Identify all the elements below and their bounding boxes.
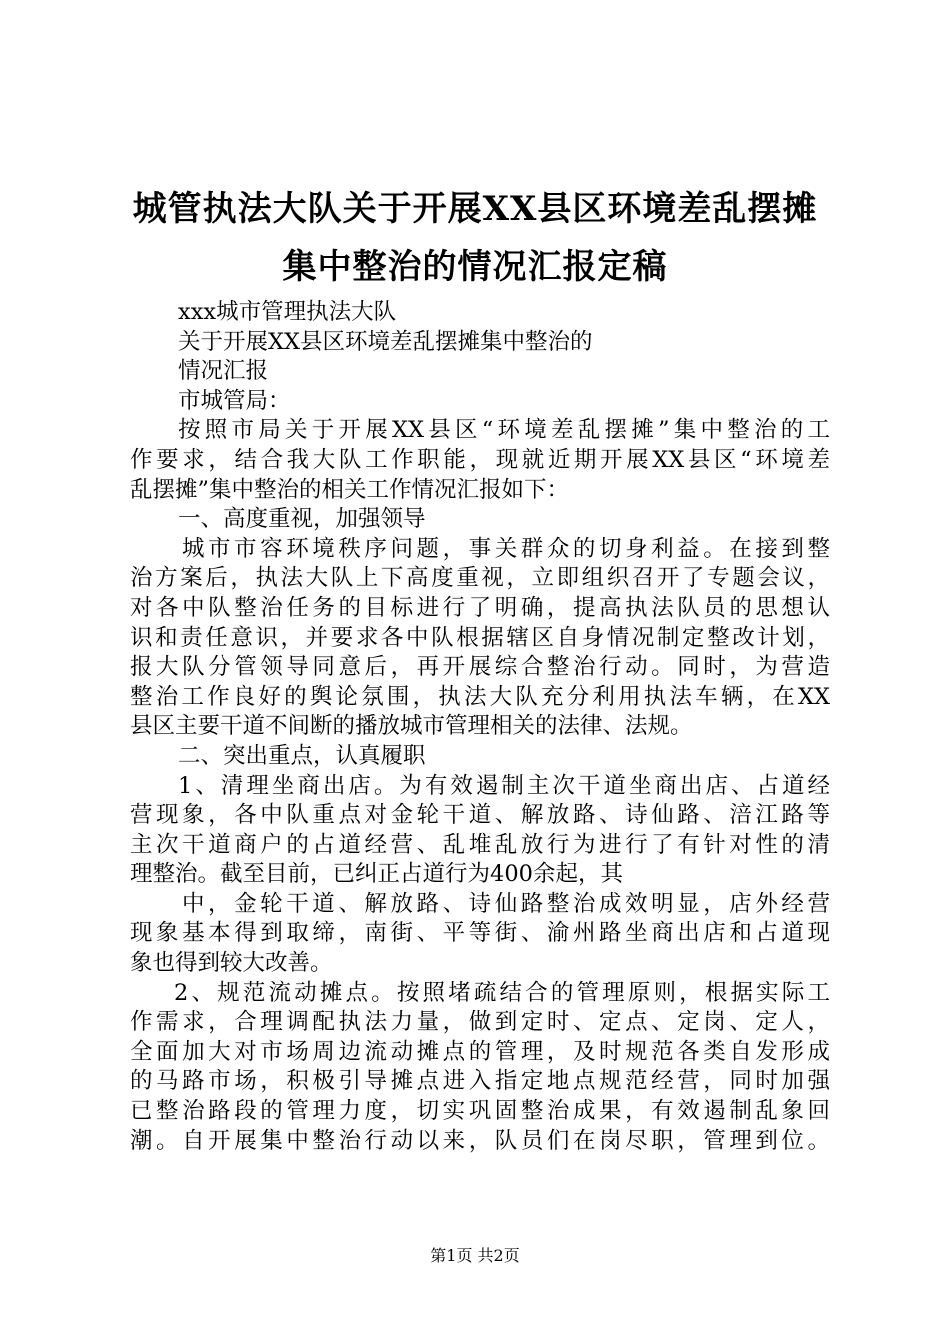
issuer-line: xxx城市管理执法大队 bbox=[178, 299, 397, 325]
paragraph-line: 识和责任意识，并要求各中队根据辖区自身情况制定整改计划， bbox=[130, 624, 830, 651]
section-heading: 二、突出重点，认真履职 bbox=[178, 742, 426, 769]
paragraph-line: 对各中队整治任务的目标进行了明确，提高执法队员的思想认 bbox=[130, 594, 830, 621]
paragraph-line: 的马路市场，积极引导摊点进入指定地点规范经营，同时加强 bbox=[130, 1068, 830, 1095]
page-number-footer: 第1页 共2页 bbox=[430, 1246, 520, 1265]
paragraph-line: 城市市容环境秩序问题，事关群众的切身利益。在接到整 bbox=[182, 535, 830, 562]
paragraph-line: 按照市局关于开展XX县区“环境差乱摆摊”集中整治的工 bbox=[178, 417, 830, 444]
paragraph-line: 象也得到较大改善。 bbox=[130, 950, 333, 977]
paragraph-line: 2、规范流动摊点。按照堵疏结合的管理原则，根据实际工 bbox=[174, 979, 830, 1006]
paragraph-line: 现象基本得到取缔，南街、平等街、渝州路坐商出店和占道现 bbox=[130, 920, 830, 947]
paragraph-line: 营现象，各中队重点对金轮干道、解放路、诗仙路、涪江路等 bbox=[130, 802, 830, 829]
paragraph-line: 整治工作良好的舆论氛围，执法大队充分利用执法车辆，在XX bbox=[130, 683, 830, 710]
paragraph-line: 作需求，合理调配执法力量，做到定时、定点、定岗、定人， bbox=[130, 1009, 830, 1036]
document-body bbox=[130, 298, 830, 1156]
paragraph-line: 中，金轮干道、解放路、诗仙路整治成效明显，店外经营 bbox=[182, 890, 830, 917]
paragraph-line: 潮。自开展集中整治行动以来，队员们在岗尽职，管理到位。 bbox=[130, 1127, 830, 1154]
recipient-line: 市城管局： bbox=[178, 387, 291, 414]
subject-line: 情况汇报 bbox=[178, 358, 269, 385]
paragraph-line: 作要求，结合我大队工作职能，现就近期开展XX县区“环境差 bbox=[130, 446, 830, 473]
paragraph-line: 已整治路段的管理力度，切实巩固整治成果，有效遏制乱象回 bbox=[130, 1098, 830, 1125]
paragraph-line: 1、清理坐商出店。为有效遏制主次干道坐商出店、占道经 bbox=[178, 772, 830, 799]
paragraph-line: 乱摆摊”集中整治的相关工作情况汇报如下： bbox=[130, 476, 570, 503]
paragraph-line: 报大队分管领导同意后，再开展综合整治行动。同时，为营造 bbox=[130, 654, 830, 681]
document-title-line-2: 集中整治的情况汇报定稿 bbox=[282, 247, 668, 287]
document-title-line-1: 城管执法大队关于开展XX县区环境差乱摆摊 bbox=[132, 189, 818, 229]
paragraph-line: 全面加大对市场周边流动摊点的管理，及时规范各类自发形成 bbox=[130, 1038, 830, 1065]
paragraph-line: 主次干道商户的占道经营、乱堆乱放行为进行了有针对性的清 bbox=[130, 831, 830, 858]
paragraph-line: 县区主要干道不间断的播放城市管理相关的法律、法规。 bbox=[130, 713, 693, 740]
paragraph-line: 治方案后，执法大队上下高度重视，立即组织召开了专题会议， bbox=[130, 565, 830, 592]
section-heading: 一、高度重视，加强领导 bbox=[178, 506, 426, 533]
paragraph-line: 理整治。截至目前，已纠正占道行为400余起，其 bbox=[130, 861, 623, 888]
subject-line: 关于开展XX县区环境差乱摆摊集中整治的 bbox=[178, 328, 593, 355]
